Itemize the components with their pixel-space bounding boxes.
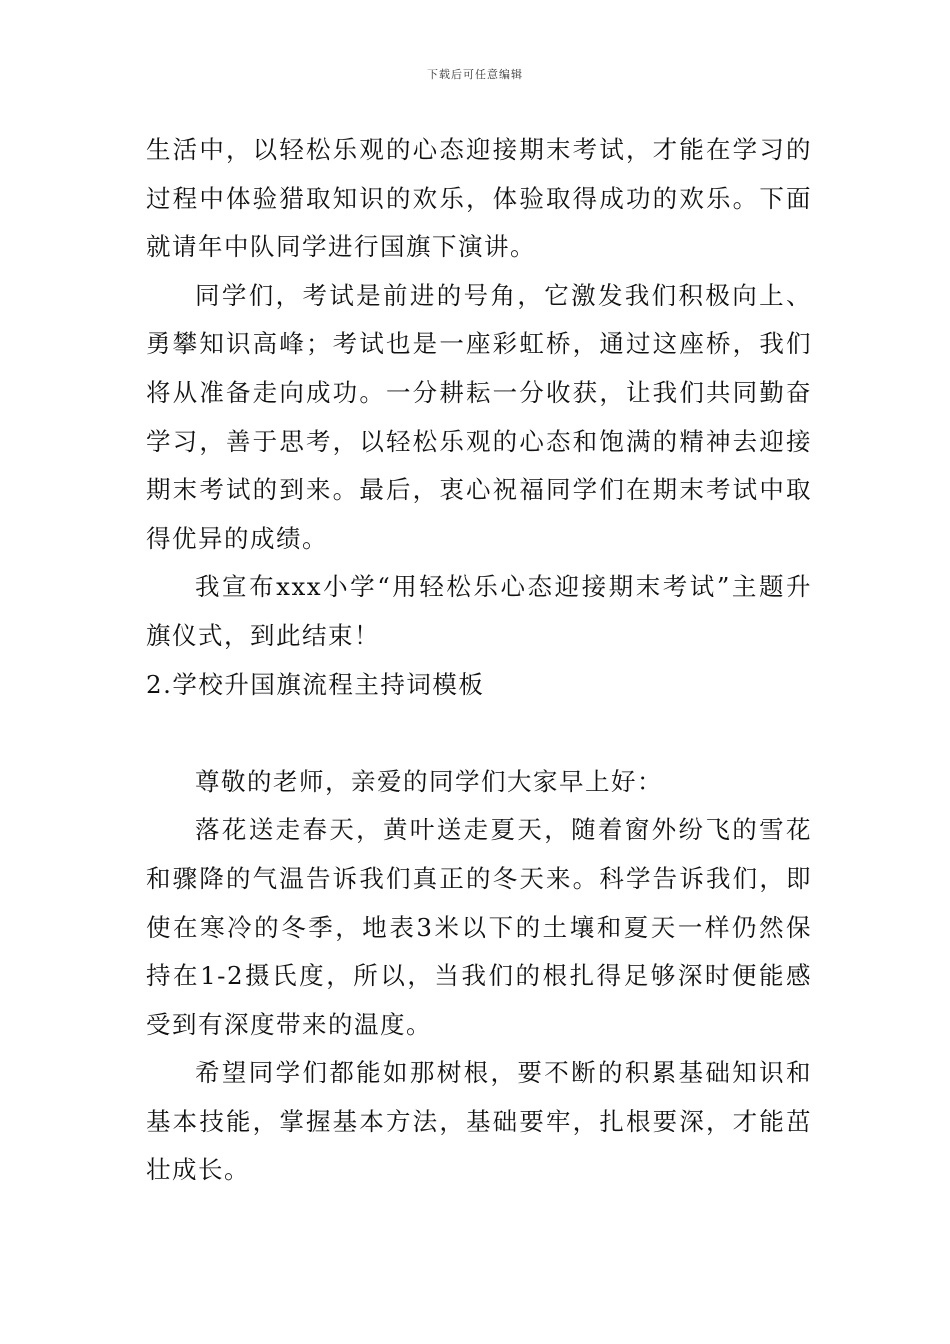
paragraph-greeting: 尊敬的老师，亲爱的同学们大家早上好：	[195, 766, 663, 796]
section-heading: 2.学校升国旗流程主持词模板	[146, 669, 485, 699]
header-note: 下载后可任意编辑	[427, 68, 523, 81]
paragraph-winter: 落花送走春天，黄叶送走夏天，随着窗外纷飞的雪花和骤降的气温告诉我们真正的冬天来。科学告诉我们，即使在寒冷的冬季，地表3米以下的土壤和夏天一样仍然保持在1-2摄氏度，所以，当我们的根扎得足够深时便能感受到有深度带来的温度。	[146, 815, 812, 1039]
paragraph-continued: 生活中，以轻松乐观的心态迎接期末考试，才能在学习的过程中体验猎取知识的欢乐，体验取得成功的欢乐。下面就请年中队同学进行国旗下演讲。	[146, 135, 812, 262]
paragraph-ceremony-closing: 我宣布xxx小学“用轻松乐心态迎接期末考试”主题升旗仪式，到此结束！	[146, 572, 812, 650]
document-body	[146, 126, 812, 1195]
paragraph-hope: 希望同学们都能如那树根，要不断的积累基础知识和基本技能，掌握基本方法，基础要牢，扎根要深，才能茁壮成长。	[146, 1058, 812, 1185]
paragraph-exam-encouragement: 同学们，考试是前进的号角，它激发我们积极向上、勇攀知识高峰；考试也是一座彩虹桥，通过这座桥，我们将从准备走向成功。一分耕耘一分收获，让我们共同勤奋学习，善于思考，以轻松乐观的心态和饱满的精神去迎接期末考试的到来。最后，衷心祝福同学们在期末考试中取得优异的成绩。	[146, 280, 812, 553]
blank-line	[146, 709, 812, 758]
